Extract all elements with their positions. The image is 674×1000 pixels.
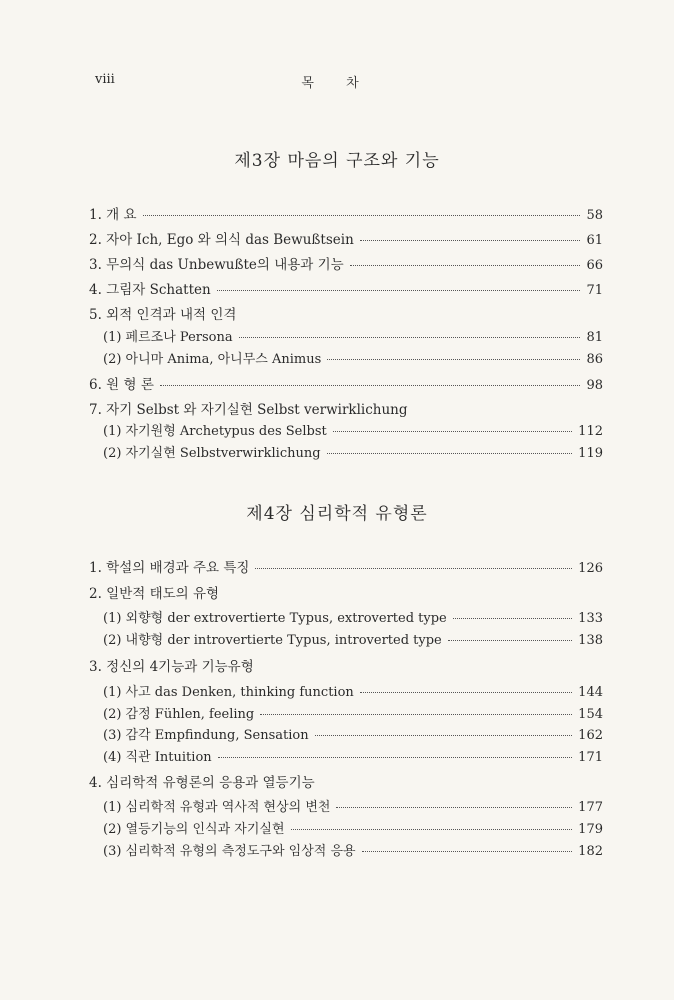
toc-entry-label: (1) 외향형 der extrovertierte Typus, extroverted type [103, 611, 447, 626]
dot-leader [239, 337, 581, 338]
toc-entry-label: (1) 자기원형 Archetypus des Selbst [103, 424, 327, 439]
toc-page-number: 126 [578, 561, 603, 576]
dot-leader [217, 290, 581, 291]
toc-entry-4-3-4[interactable] [103, 746, 603, 766]
toc-section-heading-4-2[interactable]: 2. 일반적 태도의 유형 [89, 586, 220, 602]
page-number: viii [95, 72, 115, 87]
toc-page-number: 58 [586, 208, 603, 223]
toc-page-number: 144 [578, 685, 603, 700]
toc-entry-4-4-3[interactable] [103, 840, 603, 860]
toc-entry-label: (2) 내향형 der introvertierte Typus, introverted type [103, 633, 442, 648]
toc-section-heading-4-3[interactable]: 3. 정신의 4기능과 기능유형 [89, 659, 254, 675]
toc-entry-label: (2) 아니마 Anima, 아니무스 Animus [103, 352, 322, 367]
toc-entry-4-4-2[interactable] [103, 818, 603, 838]
toc-entry-4-3-3[interactable] [103, 724, 603, 744]
toc-entry-label: (2) 자기실현 Selbstverwirklichung [103, 446, 321, 461]
toc-page-number: 177 [578, 800, 603, 815]
toc-entry-label: 4. 그림자 Schatten [89, 282, 211, 298]
toc-entry-4-2-1[interactable] [103, 607, 603, 627]
toc-entry-label: (3) 심리학적 유형의 측정도구와 임상적 응용 [103, 844, 356, 859]
chapter-4-title: 제4장 심리학적 유형론 [246, 504, 428, 524]
dot-leader [362, 851, 573, 852]
toc-page-number: 154 [578, 707, 603, 722]
toc-entry-label: 2. 자아 Ich, Ego 와 의식 das Bewußtsein [89, 232, 354, 248]
toc-page-number: 119 [578, 446, 603, 461]
toc-entry-4-3-1[interactable] [103, 681, 603, 701]
toc-section-heading-3-5[interactable]: 5. 외적 인격과 내적 인격 [89, 307, 237, 323]
toc-entry-3-5-1[interactable] [103, 326, 603, 346]
toc-entry-3-6[interactable] [89, 373, 603, 393]
dot-leader [315, 735, 573, 736]
toc-page-number: 171 [578, 750, 603, 765]
toc-entry-3-7-1[interactable] [103, 420, 603, 440]
dot-leader [350, 265, 581, 266]
dot-leader [160, 385, 581, 386]
dot-leader [327, 453, 573, 454]
toc-entry-3-3[interactable] [89, 253, 603, 273]
toc-entry-label: 6. 원 형 론 [89, 377, 154, 393]
toc-page-number: 133 [578, 611, 603, 626]
toc-page-number: 138 [578, 633, 603, 648]
toc-entry-4-1[interactable] [89, 556, 603, 576]
toc-page-number: 112 [578, 424, 603, 439]
toc-page-number: 71 [586, 283, 603, 298]
page-header [0, 72, 674, 92]
dot-leader [291, 829, 573, 830]
toc-entry-label: (3) 감각 Empfindung, Sensation [103, 728, 309, 743]
dot-leader [218, 757, 573, 758]
toc-entry-4-3-2[interactable] [103, 703, 603, 723]
toc-entry-label: (2) 열등기능의 인식과 자기실현 [103, 822, 285, 837]
toc-page-number: 179 [578, 822, 603, 837]
toc-entry-3-5-2[interactable] [103, 348, 603, 368]
toc-page-number: 61 [586, 233, 603, 248]
toc-entry-label: (4) 직관 Intuition [103, 750, 212, 765]
toc-page-number: 98 [586, 378, 603, 393]
toc-entry-3-4[interactable] [89, 278, 603, 298]
dot-leader [360, 692, 572, 693]
toc-entry-label: (2) 감정 Fühlen, feeling [103, 707, 255, 722]
toc-entry-3-1[interactable] [89, 203, 603, 223]
dot-leader [453, 618, 572, 619]
toc-entry-4-4-1[interactable] [103, 796, 603, 816]
toc-entry-label: (1) 사고 das Denken, thinking function [103, 685, 354, 700]
toc-page-number: 162 [578, 728, 603, 743]
running-title: 목 차 [301, 76, 373, 91]
dot-leader [360, 240, 581, 241]
toc-page-number: 86 [586, 352, 603, 367]
toc-entry-label: 3. 무의식 das Unbewußte의 내용과 기능 [89, 257, 344, 273]
dot-leader [448, 640, 572, 641]
toc-entry-label: (1) 페르조나 Persona [103, 330, 233, 345]
toc-entry-3-7-2[interactable] [103, 442, 603, 462]
dot-leader [327, 359, 580, 360]
toc-page-number: 81 [586, 330, 603, 345]
dot-leader [255, 568, 572, 569]
dot-leader [333, 431, 572, 432]
dot-leader [260, 714, 572, 715]
chapter-3-title: 제3장 마음의 구조와 기능 [234, 151, 440, 171]
toc-page-number: 182 [578, 844, 603, 859]
toc-section-heading-3-7[interactable]: 7. 자기 Selbst 와 자기실현 Selbst verwirklichung [89, 402, 408, 418]
toc-section-heading-4-4[interactable]: 4. 심리학적 유형론의 응용과 열등기능 [89, 775, 315, 791]
dot-leader [143, 215, 581, 216]
toc-entry-label: (1) 심리학적 유형과 역사적 현상의 변천 [103, 800, 331, 815]
toc-entry-4-2-2[interactable] [103, 629, 603, 649]
toc-page-number: 66 [586, 258, 603, 273]
toc-entry-3-2[interactable] [89, 228, 603, 248]
toc-entry-label: 1. 개 요 [89, 207, 137, 223]
toc-entry-label: 1. 학설의 배경과 주요 특징 [89, 560, 250, 576]
dot-leader [336, 807, 572, 808]
